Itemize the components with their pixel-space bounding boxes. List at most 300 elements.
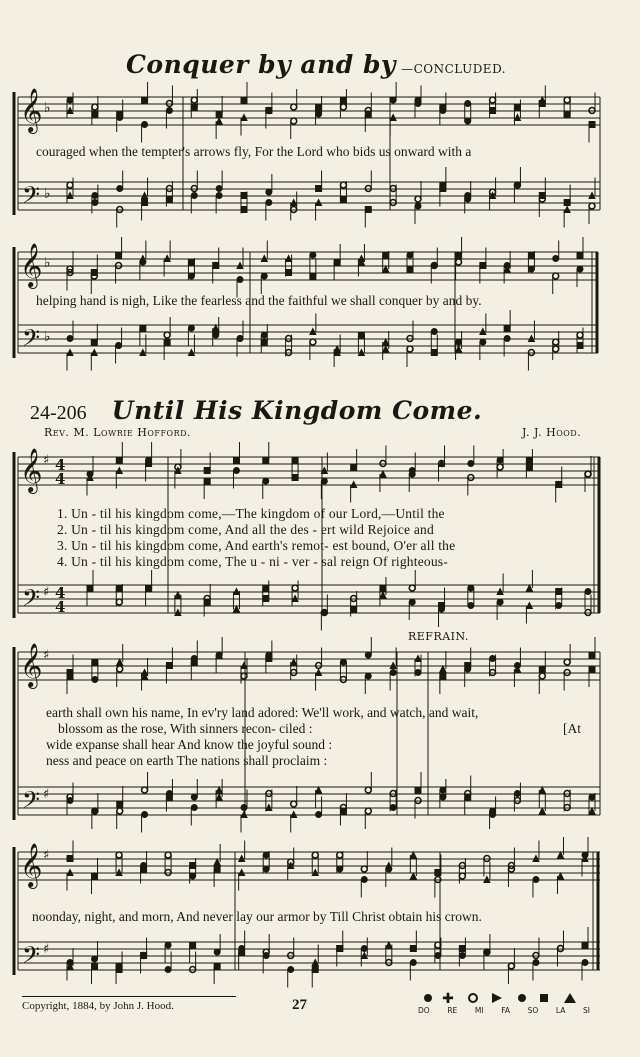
note-head bbox=[292, 457, 298, 463]
note-head bbox=[241, 673, 247, 679]
flat-icon: ♭ bbox=[44, 100, 51, 116]
note-head bbox=[191, 193, 197, 199]
system4-treble-staff bbox=[18, 652, 600, 680]
note-head bbox=[91, 339, 97, 345]
note-head bbox=[263, 953, 269, 959]
note-head bbox=[415, 196, 421, 202]
note-head bbox=[390, 97, 396, 103]
note-head bbox=[577, 332, 583, 338]
verse-line-1: 1. Un - til his kingdom come,—The kingdom of our Lord,—Until the bbox=[57, 506, 445, 521]
note-head bbox=[291, 118, 297, 124]
note-head bbox=[263, 457, 269, 463]
note-head bbox=[117, 659, 123, 665]
copyright: Copyright, 1884, by John J. Hood. bbox=[22, 1000, 174, 1012]
system1-treble-staff bbox=[18, 97, 600, 125]
system1-bass-staff bbox=[18, 182, 600, 210]
note-head bbox=[263, 852, 269, 858]
note-head bbox=[456, 339, 462, 345]
note-head bbox=[361, 946, 367, 952]
note-head bbox=[585, 589, 591, 595]
note-head bbox=[553, 256, 559, 262]
note-head bbox=[191, 659, 197, 665]
note-head bbox=[380, 471, 386, 477]
verse-line-2: 2. Un - til his kingdom come, And all the des - ert wild Rejoice and bbox=[57, 522, 434, 537]
note-head bbox=[497, 464, 503, 470]
treble-clef-icon: 𝄞 bbox=[20, 243, 43, 287]
note-head bbox=[407, 266, 413, 272]
note-head bbox=[480, 263, 486, 269]
note-head bbox=[213, 325, 219, 331]
system3-treble-staff bbox=[18, 457, 600, 485]
note-head bbox=[440, 794, 446, 800]
note-head bbox=[214, 963, 220, 969]
note-head bbox=[490, 656, 496, 662]
note-head bbox=[564, 97, 570, 103]
note-head bbox=[87, 585, 93, 591]
do-note-icon bbox=[424, 994, 432, 1002]
note-head bbox=[165, 852, 171, 858]
note-head bbox=[465, 666, 471, 672]
solfege-so: SO bbox=[527, 1006, 539, 1015]
note-head bbox=[514, 182, 520, 188]
note-head bbox=[216, 787, 222, 793]
refrain-line-4: ness and peace on earth The nations shall proclaim : bbox=[46, 753, 328, 768]
note-head bbox=[142, 812, 148, 818]
bass-clef-icon: 𝄢 bbox=[22, 941, 41, 974]
note-head bbox=[191, 805, 197, 811]
note-head bbox=[480, 339, 486, 345]
note-head bbox=[415, 203, 421, 209]
note-head bbox=[577, 343, 583, 349]
note-head bbox=[216, 186, 222, 192]
treble-clef-icon: 𝄞 bbox=[20, 843, 43, 887]
note-head bbox=[440, 673, 446, 679]
note-head bbox=[528, 266, 534, 272]
note-head bbox=[383, 339, 389, 345]
note-head bbox=[468, 603, 474, 609]
note-head bbox=[237, 277, 243, 283]
hymn1-lyric-line-2: helping hand is nigh, Like the fearless and the faithful we shall conquer by and by. bbox=[36, 293, 482, 308]
note-head bbox=[166, 791, 172, 797]
note-head bbox=[190, 873, 196, 879]
system5-bass-staff bbox=[18, 942, 600, 970]
note-head bbox=[291, 104, 297, 110]
note-head bbox=[204, 468, 210, 474]
note-head bbox=[117, 111, 123, 117]
note-head bbox=[340, 659, 346, 665]
note-head bbox=[497, 457, 503, 463]
note-head bbox=[213, 332, 219, 338]
note-head bbox=[539, 808, 545, 814]
re-note-icon: ✚ bbox=[442, 991, 454, 1006]
note-head bbox=[358, 332, 364, 338]
note-head bbox=[266, 200, 272, 206]
bass-clef-icon: 𝄢 bbox=[22, 181, 41, 214]
note-head bbox=[316, 104, 322, 110]
note-head bbox=[191, 104, 197, 110]
sharp-icon: ♯ bbox=[43, 585, 50, 600]
footer-rule bbox=[22, 996, 236, 997]
note-head bbox=[67, 673, 73, 679]
note-head bbox=[166, 663, 172, 669]
note-head bbox=[165, 967, 171, 973]
note-head bbox=[286, 270, 292, 276]
note-head bbox=[334, 259, 340, 265]
note-head bbox=[380, 592, 386, 598]
note-head bbox=[585, 471, 591, 477]
note-head bbox=[415, 787, 421, 793]
note-head bbox=[92, 677, 98, 683]
sharp-icon: ♯ bbox=[43, 942, 50, 957]
hymn2-number: 24-206 bbox=[30, 402, 87, 424]
flat-icon: ♭ bbox=[44, 186, 51, 202]
note-head bbox=[386, 942, 392, 948]
note-head bbox=[440, 787, 446, 793]
note-head bbox=[337, 866, 343, 872]
svg-text:4: 4 bbox=[55, 598, 66, 616]
note-head bbox=[557, 873, 563, 879]
note-head bbox=[92, 659, 98, 665]
note-head bbox=[116, 852, 122, 858]
note-head bbox=[67, 182, 73, 188]
note-head bbox=[409, 471, 415, 477]
note-head bbox=[440, 104, 446, 110]
note-head bbox=[164, 339, 170, 345]
solfege-re: RE bbox=[447, 1006, 458, 1015]
system3-bass-staff bbox=[18, 585, 600, 613]
note-head bbox=[577, 266, 583, 272]
note-head bbox=[386, 866, 392, 872]
note-head bbox=[553, 273, 559, 279]
note-head bbox=[365, 207, 371, 213]
note-head bbox=[539, 666, 545, 672]
note-head bbox=[577, 252, 583, 258]
note-head bbox=[266, 108, 272, 114]
note-head bbox=[465, 101, 471, 107]
note-head bbox=[292, 475, 298, 481]
note-head bbox=[564, 659, 570, 665]
note-head bbox=[407, 252, 413, 258]
note-head bbox=[465, 193, 471, 199]
note-head bbox=[214, 866, 220, 872]
note-head bbox=[92, 200, 98, 206]
note-head bbox=[241, 805, 247, 811]
sharp-icon: ♯ bbox=[43, 648, 50, 663]
note-head bbox=[468, 461, 474, 467]
note-head bbox=[316, 787, 322, 793]
note-head bbox=[116, 585, 122, 591]
note-head bbox=[337, 946, 343, 952]
solfege-la: LA bbox=[555, 1006, 566, 1015]
note-head bbox=[504, 336, 510, 342]
verse-line-4: 4. Un - til his kingdom come, The u - ni - ver - sal reign Of righteous- bbox=[57, 554, 448, 569]
treble-clef-icon: 𝄞 bbox=[20, 448, 43, 492]
note-head bbox=[490, 97, 496, 103]
note-head bbox=[533, 960, 539, 966]
hymn1-title: Conquer by and by bbox=[126, 50, 396, 79]
note-head bbox=[564, 200, 570, 206]
note-head bbox=[216, 118, 222, 124]
note-head bbox=[365, 673, 371, 679]
si-note-icon bbox=[564, 993, 576, 1003]
note-head bbox=[514, 104, 520, 110]
note-head bbox=[261, 339, 267, 345]
hymn2-heading bbox=[30, 396, 482, 425]
note-head bbox=[166, 196, 172, 202]
note-head bbox=[146, 461, 152, 467]
note-head bbox=[409, 599, 415, 605]
note-head bbox=[146, 585, 152, 591]
note-head bbox=[351, 464, 357, 470]
note-head bbox=[556, 589, 562, 595]
note-head bbox=[164, 332, 170, 338]
note-head bbox=[365, 652, 371, 658]
note-head bbox=[340, 182, 346, 188]
note-head bbox=[361, 866, 367, 872]
note-head bbox=[410, 946, 416, 952]
note-head bbox=[233, 468, 239, 474]
svg-text:4: 4 bbox=[55, 584, 66, 602]
refrain-line-5: noonday, night, and morn, And never lay our armor by Till Christ obtain his crown. bbox=[32, 909, 482, 924]
note-head bbox=[214, 859, 220, 865]
note-head bbox=[142, 787, 148, 793]
hymn2-composer: J. J. Hood. bbox=[522, 426, 582, 439]
note-head bbox=[582, 960, 588, 966]
note-head bbox=[233, 457, 239, 463]
la-note-icon bbox=[540, 994, 548, 1002]
note-head bbox=[188, 325, 194, 331]
note-head bbox=[390, 805, 396, 811]
note-head bbox=[263, 866, 269, 872]
note-head bbox=[459, 953, 465, 959]
note-head bbox=[190, 863, 196, 869]
note-head bbox=[175, 592, 181, 598]
note-head bbox=[67, 97, 73, 103]
note-head bbox=[188, 259, 194, 265]
note-head bbox=[365, 808, 371, 814]
note-head bbox=[312, 967, 318, 973]
note-head bbox=[92, 104, 98, 110]
note-head bbox=[435, 870, 441, 876]
svg-text:4: 4 bbox=[55, 456, 66, 474]
refrain-line-2-suffix: [At bbox=[563, 721, 581, 736]
note-head bbox=[92, 963, 98, 969]
sharp-icon: ♯ bbox=[43, 787, 50, 802]
note-head bbox=[459, 946, 465, 952]
note-head bbox=[312, 852, 318, 858]
system2-bass-staff bbox=[18, 325, 598, 353]
sharp-icon: ♯ bbox=[43, 453, 50, 468]
note-head bbox=[459, 873, 465, 879]
note-head bbox=[266, 652, 272, 658]
note-head bbox=[337, 852, 343, 858]
note-head bbox=[166, 108, 172, 114]
note-head bbox=[190, 942, 196, 948]
note-head bbox=[141, 863, 147, 869]
treble-clef-icon: 𝄞 bbox=[20, 88, 43, 132]
note-head bbox=[383, 252, 389, 258]
note-head bbox=[310, 273, 316, 279]
so-note-icon bbox=[518, 994, 526, 1002]
note-head bbox=[589, 652, 595, 658]
note-head bbox=[188, 273, 194, 279]
note-head bbox=[241, 97, 247, 103]
note-head bbox=[117, 186, 123, 192]
note-head bbox=[237, 336, 243, 342]
note-head bbox=[410, 852, 416, 858]
note-head bbox=[67, 336, 73, 342]
note-head bbox=[216, 794, 222, 800]
note-head bbox=[490, 108, 496, 114]
note-head bbox=[528, 252, 534, 258]
treble-clef-icon: 𝄞 bbox=[20, 643, 43, 687]
note-head bbox=[142, 200, 148, 206]
note-head bbox=[431, 263, 437, 269]
note-head bbox=[456, 252, 462, 258]
note-head bbox=[539, 787, 545, 793]
note-head bbox=[316, 812, 322, 818]
note-head bbox=[117, 801, 123, 807]
note-head bbox=[557, 852, 563, 858]
solfege-si: SI bbox=[583, 1006, 590, 1015]
verse-line-3: 3. Un - til his kingdom come, And earth's remot- est bound, O'er all the bbox=[57, 538, 456, 553]
refrain-line-3: wide expanse shall hear And know the joyful sound : bbox=[46, 737, 333, 752]
note-head bbox=[142, 122, 148, 128]
note-head bbox=[514, 791, 520, 797]
note-head bbox=[439, 606, 445, 612]
bass-clef-icon: 𝄢 bbox=[22, 584, 41, 617]
mi-note-icon bbox=[469, 994, 477, 1002]
note-head bbox=[117, 808, 123, 814]
note-head bbox=[261, 273, 267, 279]
note-head bbox=[239, 949, 245, 955]
note-head bbox=[67, 856, 73, 862]
solfege-shape-notes bbox=[418, 990, 590, 1006]
note-head bbox=[390, 670, 396, 676]
note-head bbox=[553, 339, 559, 345]
note-head bbox=[310, 339, 316, 345]
note-head bbox=[291, 801, 297, 807]
note-head bbox=[340, 104, 346, 110]
hymn1-lyric-line-1: couraged when the tempter's arrows fly, For the Lord who bids us onward with a bbox=[36, 144, 472, 159]
note-head bbox=[140, 259, 146, 265]
note-head bbox=[533, 877, 539, 883]
note-head bbox=[291, 659, 297, 665]
note-head bbox=[263, 585, 269, 591]
note-head bbox=[214, 949, 220, 955]
note-head bbox=[410, 873, 416, 879]
note-head bbox=[361, 877, 367, 883]
note-head bbox=[465, 794, 471, 800]
note-head bbox=[468, 585, 474, 591]
note-head bbox=[383, 346, 389, 352]
note-head bbox=[142, 97, 148, 103]
note-head bbox=[440, 186, 446, 192]
note-head bbox=[365, 111, 371, 117]
note-head bbox=[490, 808, 496, 814]
note-head bbox=[288, 967, 294, 973]
note-head bbox=[435, 953, 441, 959]
note-head bbox=[456, 346, 462, 352]
note-head bbox=[340, 97, 346, 103]
note-head bbox=[140, 325, 146, 331]
note-head bbox=[539, 673, 545, 679]
solfege-do: DO bbox=[418, 1006, 430, 1015]
hymn1-title-suffix: —CONCLUDED. bbox=[401, 62, 507, 76]
note-head bbox=[415, 670, 421, 676]
note-head bbox=[504, 325, 510, 331]
note-head bbox=[92, 808, 98, 814]
note-head bbox=[431, 350, 437, 356]
note-head bbox=[92, 111, 98, 117]
note-head bbox=[116, 457, 122, 463]
note-head bbox=[233, 606, 239, 612]
solfege-fa: FA bbox=[501, 1006, 510, 1015]
note-head bbox=[526, 464, 532, 470]
note-head bbox=[431, 329, 437, 335]
note-head bbox=[67, 960, 73, 966]
system4-bass-staff bbox=[18, 787, 600, 815]
note-head bbox=[564, 111, 570, 117]
note-head bbox=[261, 332, 267, 338]
note-head bbox=[92, 193, 98, 199]
note-head bbox=[407, 346, 413, 352]
note-head bbox=[526, 585, 532, 591]
note-head bbox=[216, 193, 222, 199]
bass-clef-icon: 𝄢 bbox=[22, 786, 41, 819]
note-head bbox=[321, 610, 327, 616]
note-head bbox=[380, 585, 386, 591]
note-head bbox=[553, 346, 559, 352]
note-head bbox=[116, 252, 122, 258]
note-head bbox=[589, 808, 595, 814]
fa-note-icon bbox=[492, 993, 502, 1003]
note-head bbox=[191, 97, 197, 103]
refrain-label: REFRAIN. bbox=[408, 630, 469, 643]
note-head bbox=[504, 263, 510, 269]
hymn2-author: Rev. M. Lowrie Hofford. bbox=[44, 426, 192, 439]
note-head bbox=[204, 478, 210, 484]
note-head bbox=[340, 196, 346, 202]
note-head bbox=[241, 207, 247, 213]
note-head bbox=[526, 457, 532, 463]
note-head bbox=[508, 963, 514, 969]
note-head bbox=[589, 203, 595, 209]
note-head bbox=[241, 193, 247, 199]
note-head bbox=[216, 111, 222, 117]
note-head bbox=[409, 585, 415, 591]
note-head bbox=[456, 259, 462, 265]
note-head bbox=[263, 478, 269, 484]
note-head bbox=[310, 252, 316, 258]
note-head bbox=[321, 478, 327, 484]
note-head bbox=[582, 942, 588, 948]
refrain-line-2: blossom as the rose, With sinners recon- ciled : bbox=[58, 721, 313, 736]
flat-icon: ♭ bbox=[44, 329, 51, 345]
note-head bbox=[497, 599, 503, 605]
hymn2-title: Until His Kingdom Come. bbox=[111, 396, 483, 425]
refrain-line-1: earth shall own his name, In ev'ry land adored: We'll work, and watch, and wait, bbox=[46, 705, 479, 720]
sharp-icon: ♯ bbox=[43, 848, 50, 863]
note-head bbox=[440, 666, 446, 672]
page-number: 27 bbox=[292, 997, 307, 1013]
note-head bbox=[92, 956, 98, 962]
bass-clef-icon: 𝄢 bbox=[22, 324, 41, 357]
note-head bbox=[589, 122, 595, 128]
note-head bbox=[316, 186, 322, 192]
note-head bbox=[316, 111, 322, 117]
svg-text:4: 4 bbox=[55, 470, 66, 488]
